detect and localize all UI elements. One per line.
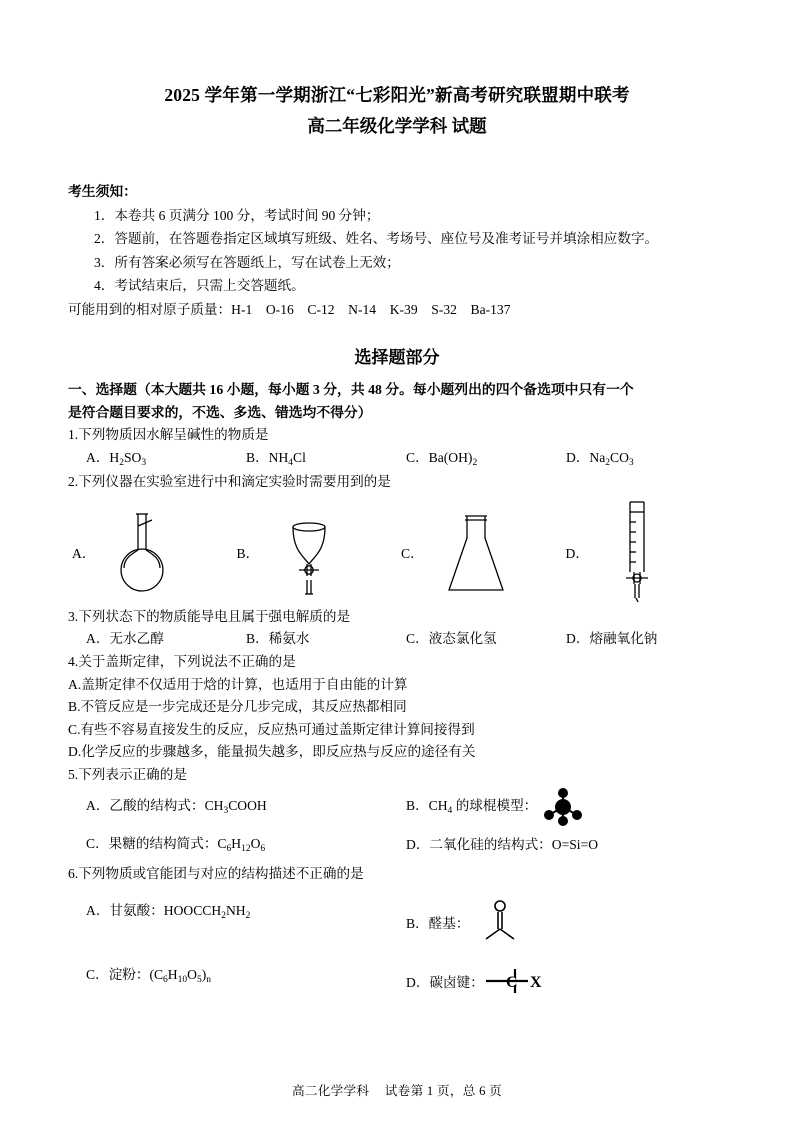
question-5-options-row-1 — [68, 787, 726, 827]
question-2-option-c — [397, 498, 562, 606]
notice-item-1: 1．本卷共 6 页满分 100 分，考试时间 90 分钟； — [94, 207, 380, 223]
question-1-options — [68, 447, 726, 472]
question-2-apparatus-options — [68, 498, 726, 606]
question-3-option-c: C．液态氯化氢 — [406, 631, 497, 647]
section-instruction-line-2: 是符合题目要求的，不选、多选、错选均不得分） — [68, 405, 372, 420]
question-6-option-d-label: D．碳卤键： — [406, 975, 484, 991]
question-6-options-row-1 — [68, 899, 726, 951]
burette-icon — [596, 498, 726, 606]
question-6-option-b — [406, 899, 726, 951]
notice-item-3: 3．所有答案必须写在答题纸上，写在试卷上无效； — [94, 254, 400, 270]
notice-item-2: 2．答题前，在答题卷指定区域填写班级、姓名、考场号、座位号及准考证号并填涂相应数字。 — [94, 231, 659, 246]
question-5-option-c: C．果糖的结构简式：$C_6H_{12}O_6$ — [86, 835, 266, 854]
question-5-option-d: D．二氧化硅的结构式：O=Si=O — [406, 836, 599, 852]
separating-funnel-icon — [267, 498, 397, 606]
question-2-option-d — [562, 498, 727, 606]
carbon-halogen-bond-icon — [484, 963, 548, 999]
question-4-stem: 4.关于盖斯定律，下列说法不正确的是 — [68, 653, 296, 669]
question-3-option-d: D．熔融氧化钠 — [566, 631, 658, 647]
question-1-option-a: A．$H_2SO_3$ — [86, 449, 147, 468]
question-4-option-a: A.盖斯定律不仅适用于焓的计算，也适用于自由能的计算 — [68, 676, 408, 692]
notice-item-4: 4．考试结束后，只需上交答题纸。 — [94, 278, 305, 293]
question-4-option-c: C.有些不容易直接发生的反应，反应热可通过盖斯定律计算间接得到 — [68, 721, 475, 737]
ball-and-stick-model-icon — [537, 787, 589, 827]
question-4-option-b: B.不管反应是一步完成还是分几步完成，其反应热都相同 — [68, 699, 407, 715]
question-2-option-a — [68, 498, 233, 606]
section-heading: 选择题部分 — [354, 348, 440, 367]
aldehyde-group-icon — [473, 916, 523, 931]
candidate-notice — [68, 180, 726, 321]
question-2-option-b — [233, 498, 398, 606]
question-2-option-b-label: B． — [236, 545, 260, 561]
page-footer — [0, 1080, 794, 1099]
question-5-option-b: B．$CH_4$ 的球棍模型： — [406, 787, 726, 827]
question-3-options — [68, 628, 726, 651]
question-6-option-d — [406, 963, 726, 999]
section-instruction-line-1: 一、选择题（本大题共 16 小题，每小题 3 分，共 48 分。每小题列出的四个备选项中只有一个 — [68, 382, 634, 397]
question-1-option-b: B．$NH_4Cl$ — [246, 449, 306, 468]
footer-subject: 高二化学学科 — [291, 1084, 370, 1098]
question-5-options-row-2 — [68, 827, 726, 863]
question-6-option-a: A．甘氨酸：$HOOCCH_2NH_2$ — [86, 903, 251, 922]
question-5-option-a: A．乙酸的结构式：$CH_3COOH$ — [86, 797, 267, 816]
question-4-option-d: D.化学反应的步骤越多，能量损失越多，即反应热与反应的途径有关 — [68, 744, 476, 760]
svg-text:X: X — [529, 974, 542, 992]
svg-text:C: C — [505, 974, 518, 992]
conical-flask-icon — [431, 498, 561, 606]
footer-page-number: 试卷第 1 页，总 6 页 — [384, 1084, 503, 1098]
round-bottom-flask-icon — [102, 498, 232, 606]
question-2-option-d-label: D． — [565, 545, 589, 561]
question-3-option-b: B．稀氨水 — [246, 631, 310, 647]
question-3-option-a: A．无水乙醇 — [86, 631, 164, 647]
question-2-stem: 2.下列仪器在实验室进行中和滴定实验时需要用到的是 — [68, 474, 391, 490]
question-2-option-a-label: A． — [72, 545, 96, 561]
title-line-1: 2025 学年第一学期浙江“七彩阳光”新高考研究联盟期中联考 — [164, 85, 630, 105]
question-6-option-c: C．淀粉：$(C_6H_{10}O_5)_n$ — [86, 967, 211, 986]
page-title — [68, 80, 726, 142]
question-5-stem: 5.下列表示正确的是 — [68, 766, 187, 782]
question-3-stem: 3.下列状态下的物质能导电且属于强电解质的是 — [68, 608, 351, 624]
relative-atomic-mass-line: 可能用到的相对原子质量：H-1 O-16 C-12 N-14 K-39 S-32 Ba-137 — [68, 301, 511, 317]
question-6-options-row-2 — [68, 963, 726, 999]
notice-heading: 考生须知： — [68, 184, 137, 199]
question-6-stem: 6.下列物质或官能团与对应的结构描述不正确的是 — [68, 865, 364, 881]
question-6-option-b-label: B．醛基： — [406, 916, 470, 932]
question-1-option-c: C．$Ba(OH)_2$ — [406, 449, 478, 468]
title-line-2: 高二年级化学学科 试题 — [307, 116, 487, 136]
question-1-option-d: D．$Na_2CO_3$ — [566, 449, 634, 468]
question-1-stem: 1.下列物质因水解呈碱性的物质是 — [68, 427, 269, 442]
question-2-option-c-label: C． — [401, 545, 424, 561]
